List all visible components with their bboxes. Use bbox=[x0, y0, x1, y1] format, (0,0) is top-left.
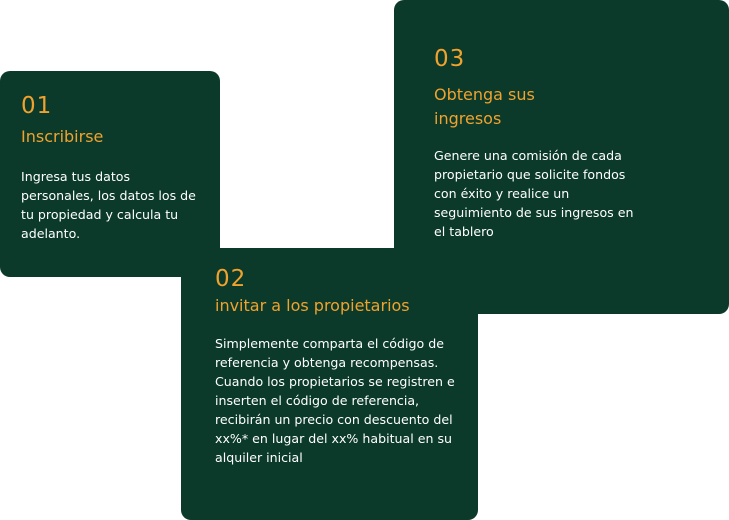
step-title: invitar a los propietarios bbox=[215, 296, 410, 315]
step-card-1 bbox=[0, 71, 220, 277]
step-description: Ingresa tus datos personales, los datos los de tu propiedad y calcula tu adelanto. bbox=[21, 169, 196, 241]
step-title: Obtenga sus ingresos bbox=[434, 85, 535, 128]
step-card-2 bbox=[181, 248, 478, 520]
step-number: 03 bbox=[434, 46, 466, 72]
step-title: Inscribirse bbox=[21, 127, 104, 146]
step-number: 02 bbox=[215, 266, 247, 292]
step-description: Simplemente comparta el código de referencia y obtenga recompensas. Cuando los propietarios se registren e inserten el código de referencia, recibirán un precio con descuento del xx%* en lugar del xx% habitual en su alquiler inicial bbox=[215, 336, 455, 465]
step-description: Genere una comisión de cada propietario que solicite fondos con éxito y realice un seguimiento de sus ingresos en el tablero bbox=[434, 148, 634, 239]
step-number: 01 bbox=[21, 93, 53, 119]
